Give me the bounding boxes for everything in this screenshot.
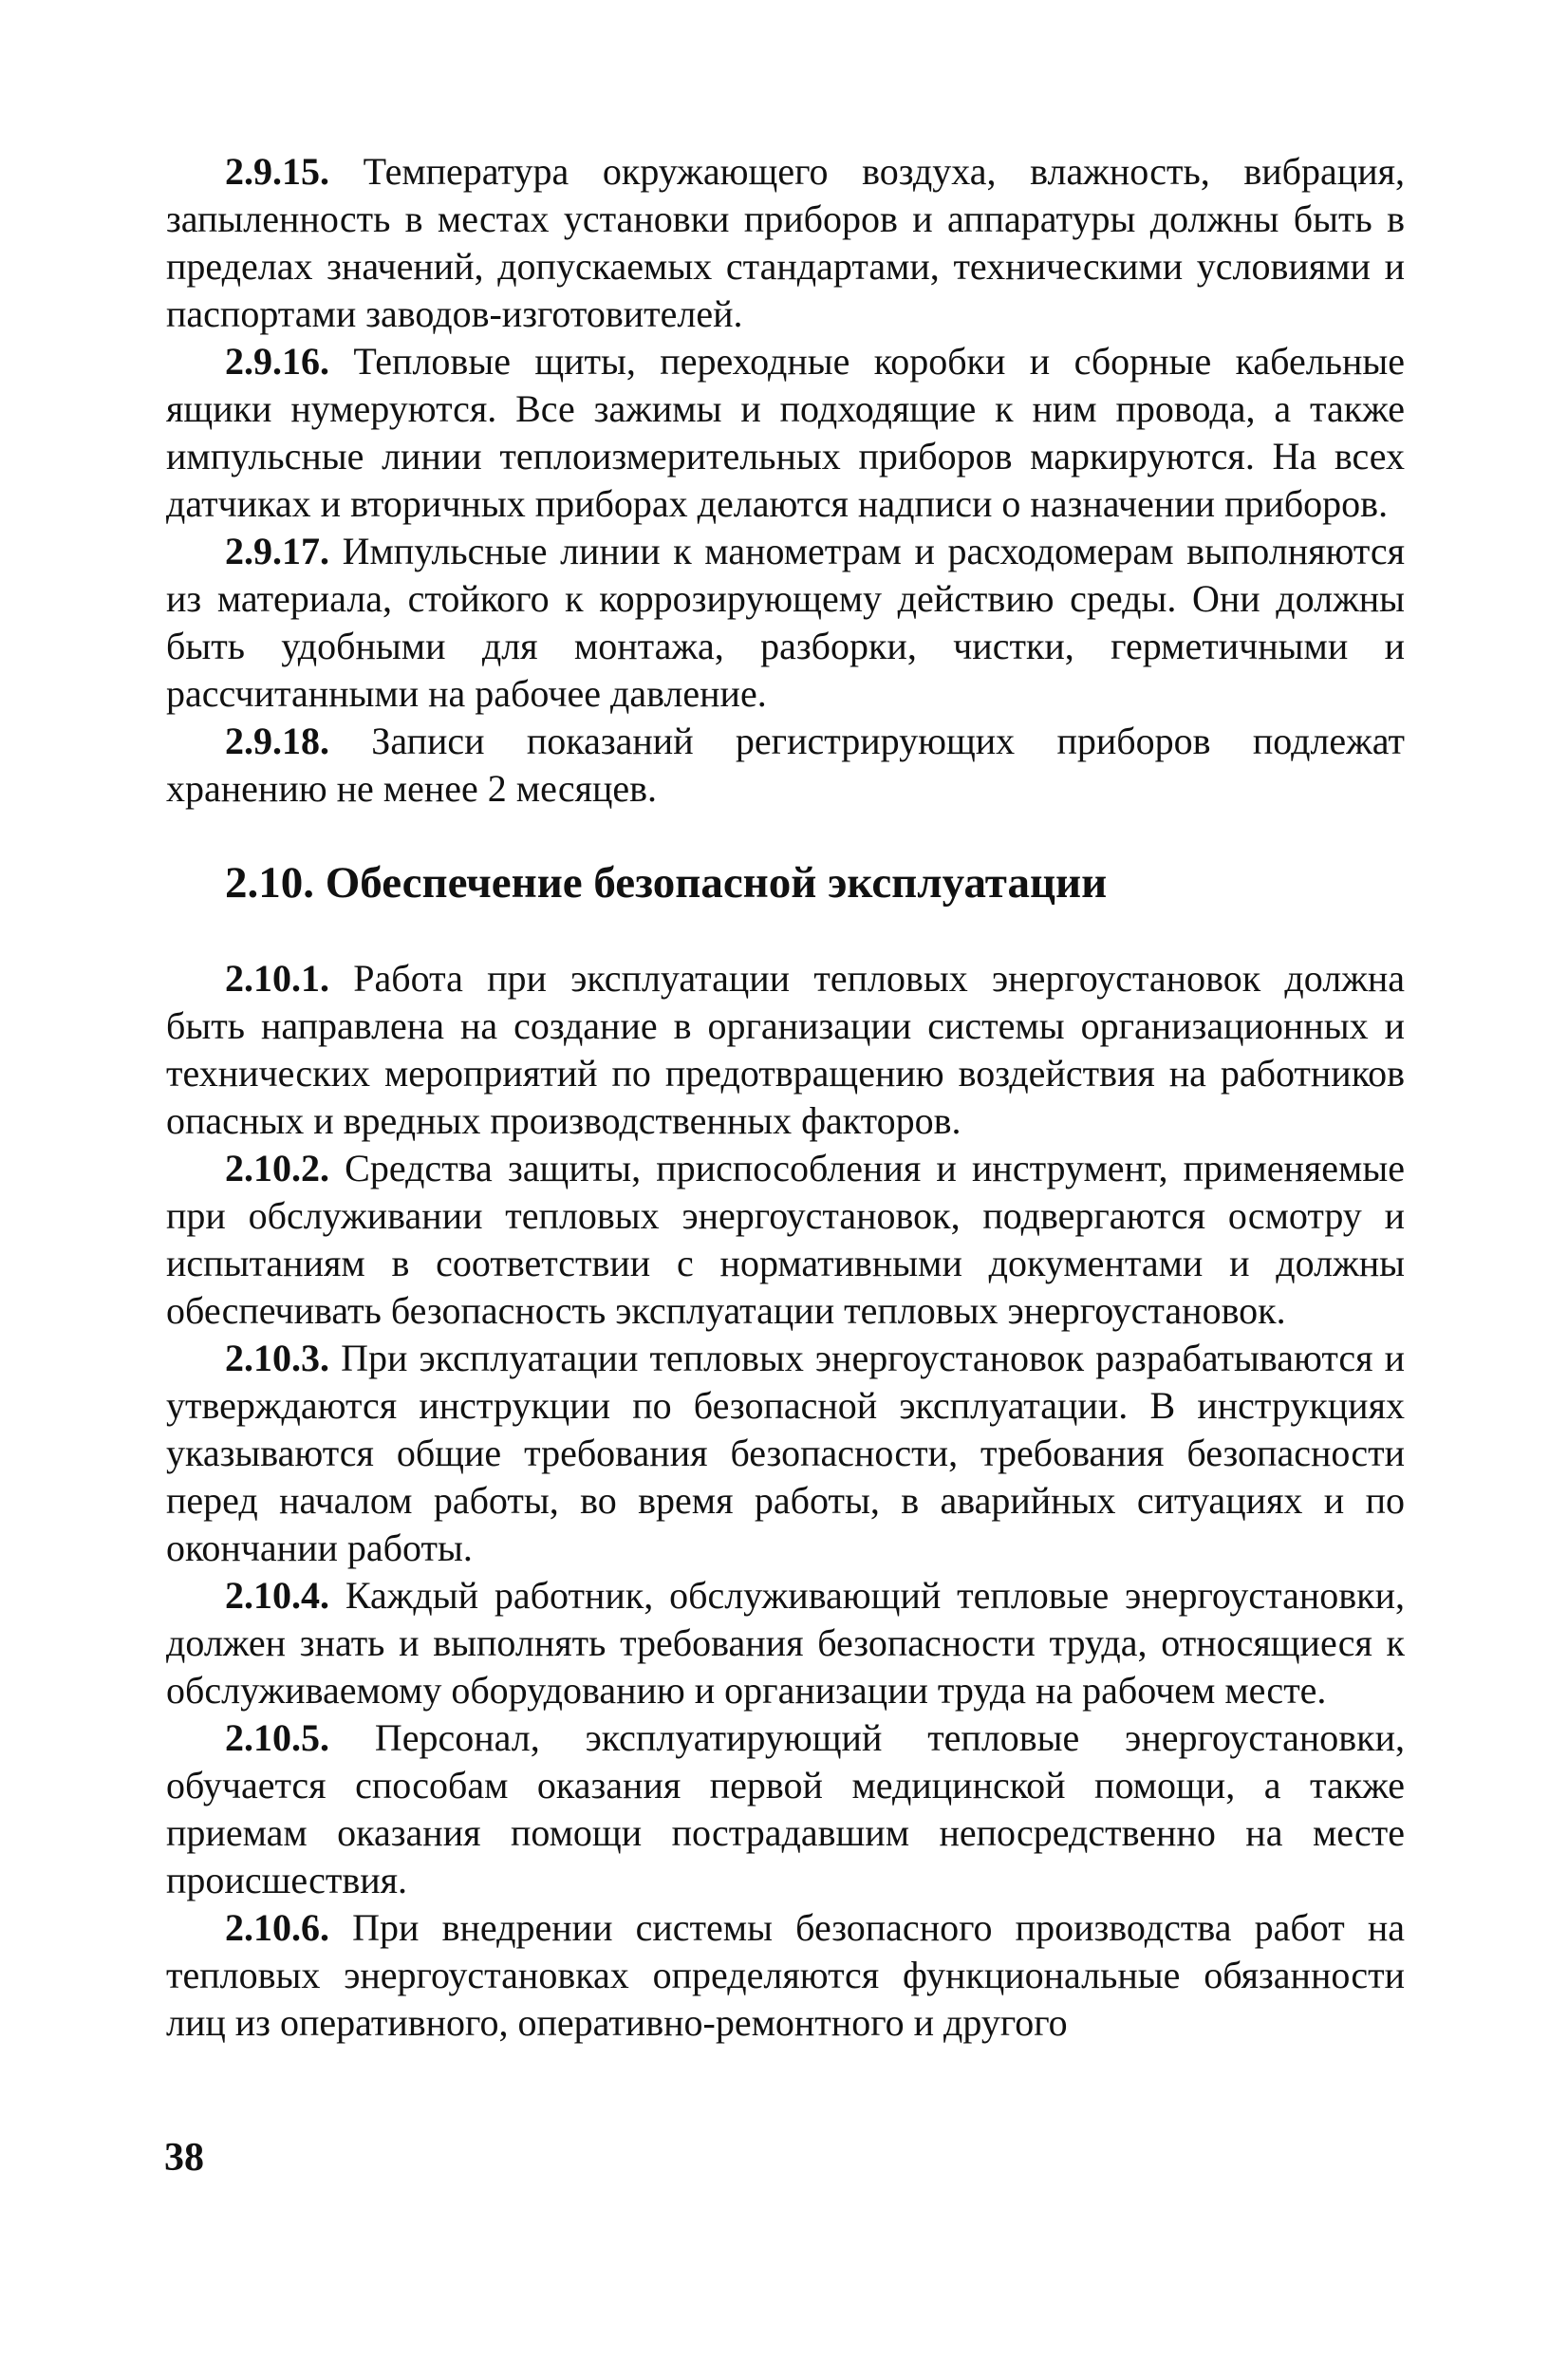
clause-text: При эксплуатации тепловых энергоустановок разрабатываются и утверждаются инструкции по безопасной эксплуатации. В инструкциях указываются общие требования безопасности, требования безопасности перед началом работы, во время работы, в аварийных ситуациях и по окончании работы. — [166, 1337, 1405, 1569]
paragraph-2-9-17 — [166, 528, 1405, 718]
paragraph-2-9-16 — [166, 338, 1405, 528]
clause-text: Персонал, эксплуатирующий тепловые энергоустановки, обучается способам оказания первой медицинской помощи, а также приемам оказания помощи пострадавшим непосредственно на месте происшествия. — [166, 1716, 1405, 1901]
section-heading: 2.10. Обеспечение безопасной эксплуатации — [225, 858, 1108, 908]
paragraph-2-10-6 — [166, 1904, 1405, 2047]
clause-number: 2.10.2. — [225, 1147, 329, 1189]
paragraph-2-9-15 — [166, 148, 1405, 338]
clause-number: 2.10.4. — [225, 1574, 329, 1617]
clause-number: 2.10.3. — [225, 1337, 329, 1379]
clause-number: 2.10.5. — [225, 1716, 329, 1759]
paragraph-2-10-3 — [166, 1335, 1405, 1572]
clause-number: 2.9.18. — [225, 720, 329, 762]
clause-number: 2.9.16. — [225, 340, 329, 383]
clause-text: Записи показаний регистрирующих приборов подлежат хранению не менее 2 месяцев. — [166, 720, 1405, 810]
clause-number: 2.10.1. — [225, 957, 329, 1000]
clause-text: Тепловые щиты, переходные коробки и сборные кабельные ящики нумеруются. Все зажимы и подходящие к ним провода, а также импульсные линии теплоизмерительных приборов маркируются. На всех датчиках и вторичных приборах делаются надписи о назначении приборов. — [166, 340, 1405, 525]
page-number: 38 — [164, 2136, 204, 2180]
paragraph-2-9-18 — [166, 718, 1405, 813]
clause-text: Работа при эксплуатации тепловых энергоустановок должна быть направлена на создание в организации системы организационных и технических мероприятий по предотвращению воздействия на работников опасных и вредных производственных факторов. — [166, 957, 1405, 1142]
clause-number: 2.9.15. — [225, 150, 329, 193]
clause-text: Температура окружающего воздуха, влажность, вибрация, запыленность в местах установки приборов и аппаратуры должны быть в пределах значений, допускаемых стандартами, техническими условиями и паспортами заводов-изготовителей. — [166, 150, 1405, 335]
clause-text: Каждый работник, обслуживающий тепловые энергоустановки, должен знать и выполнять требования безопасности труда, относящиеся к обслуживаемому оборудованию и организации труда на рабочем месте. — [166, 1574, 1405, 1712]
clause-text: При внедрении системы безопасного производства работ на тепловых энергоустановках определяются функциональные обязанности лиц из оперативного, оперативно-ремонтного и другого — [166, 1906, 1405, 2044]
clause-text: Средства защиты, приспособления и инструмент, применяемые при обслуживании тепловых энергоустановок, подвергаются осмотру и испытаниям в соответствии с нормативными документами и должны обеспечивать безопасность эксплуатации тепловых энергоустановок. — [166, 1147, 1405, 1332]
paragraph-2-10-5 — [166, 1714, 1405, 1904]
page-body — [166, 148, 1405, 2047]
paragraph-2-10-2 — [166, 1145, 1405, 1335]
paragraph-2-10-1 — [166, 955, 1405, 1145]
paragraph-2-10-4 — [166, 1572, 1405, 1714]
clause-number: 2.9.17. — [225, 530, 329, 572]
clause-text: Импульсные линии к манометрам и расходомерам выполняются из материала, стойкого к коррозирующему действию среды. Они должны быть удобными для монтажа, разборки, чистки, герметичными и рассчитанными на рабочее давление. — [166, 530, 1405, 715]
clause-number: 2.10.6. — [225, 1906, 329, 1949]
